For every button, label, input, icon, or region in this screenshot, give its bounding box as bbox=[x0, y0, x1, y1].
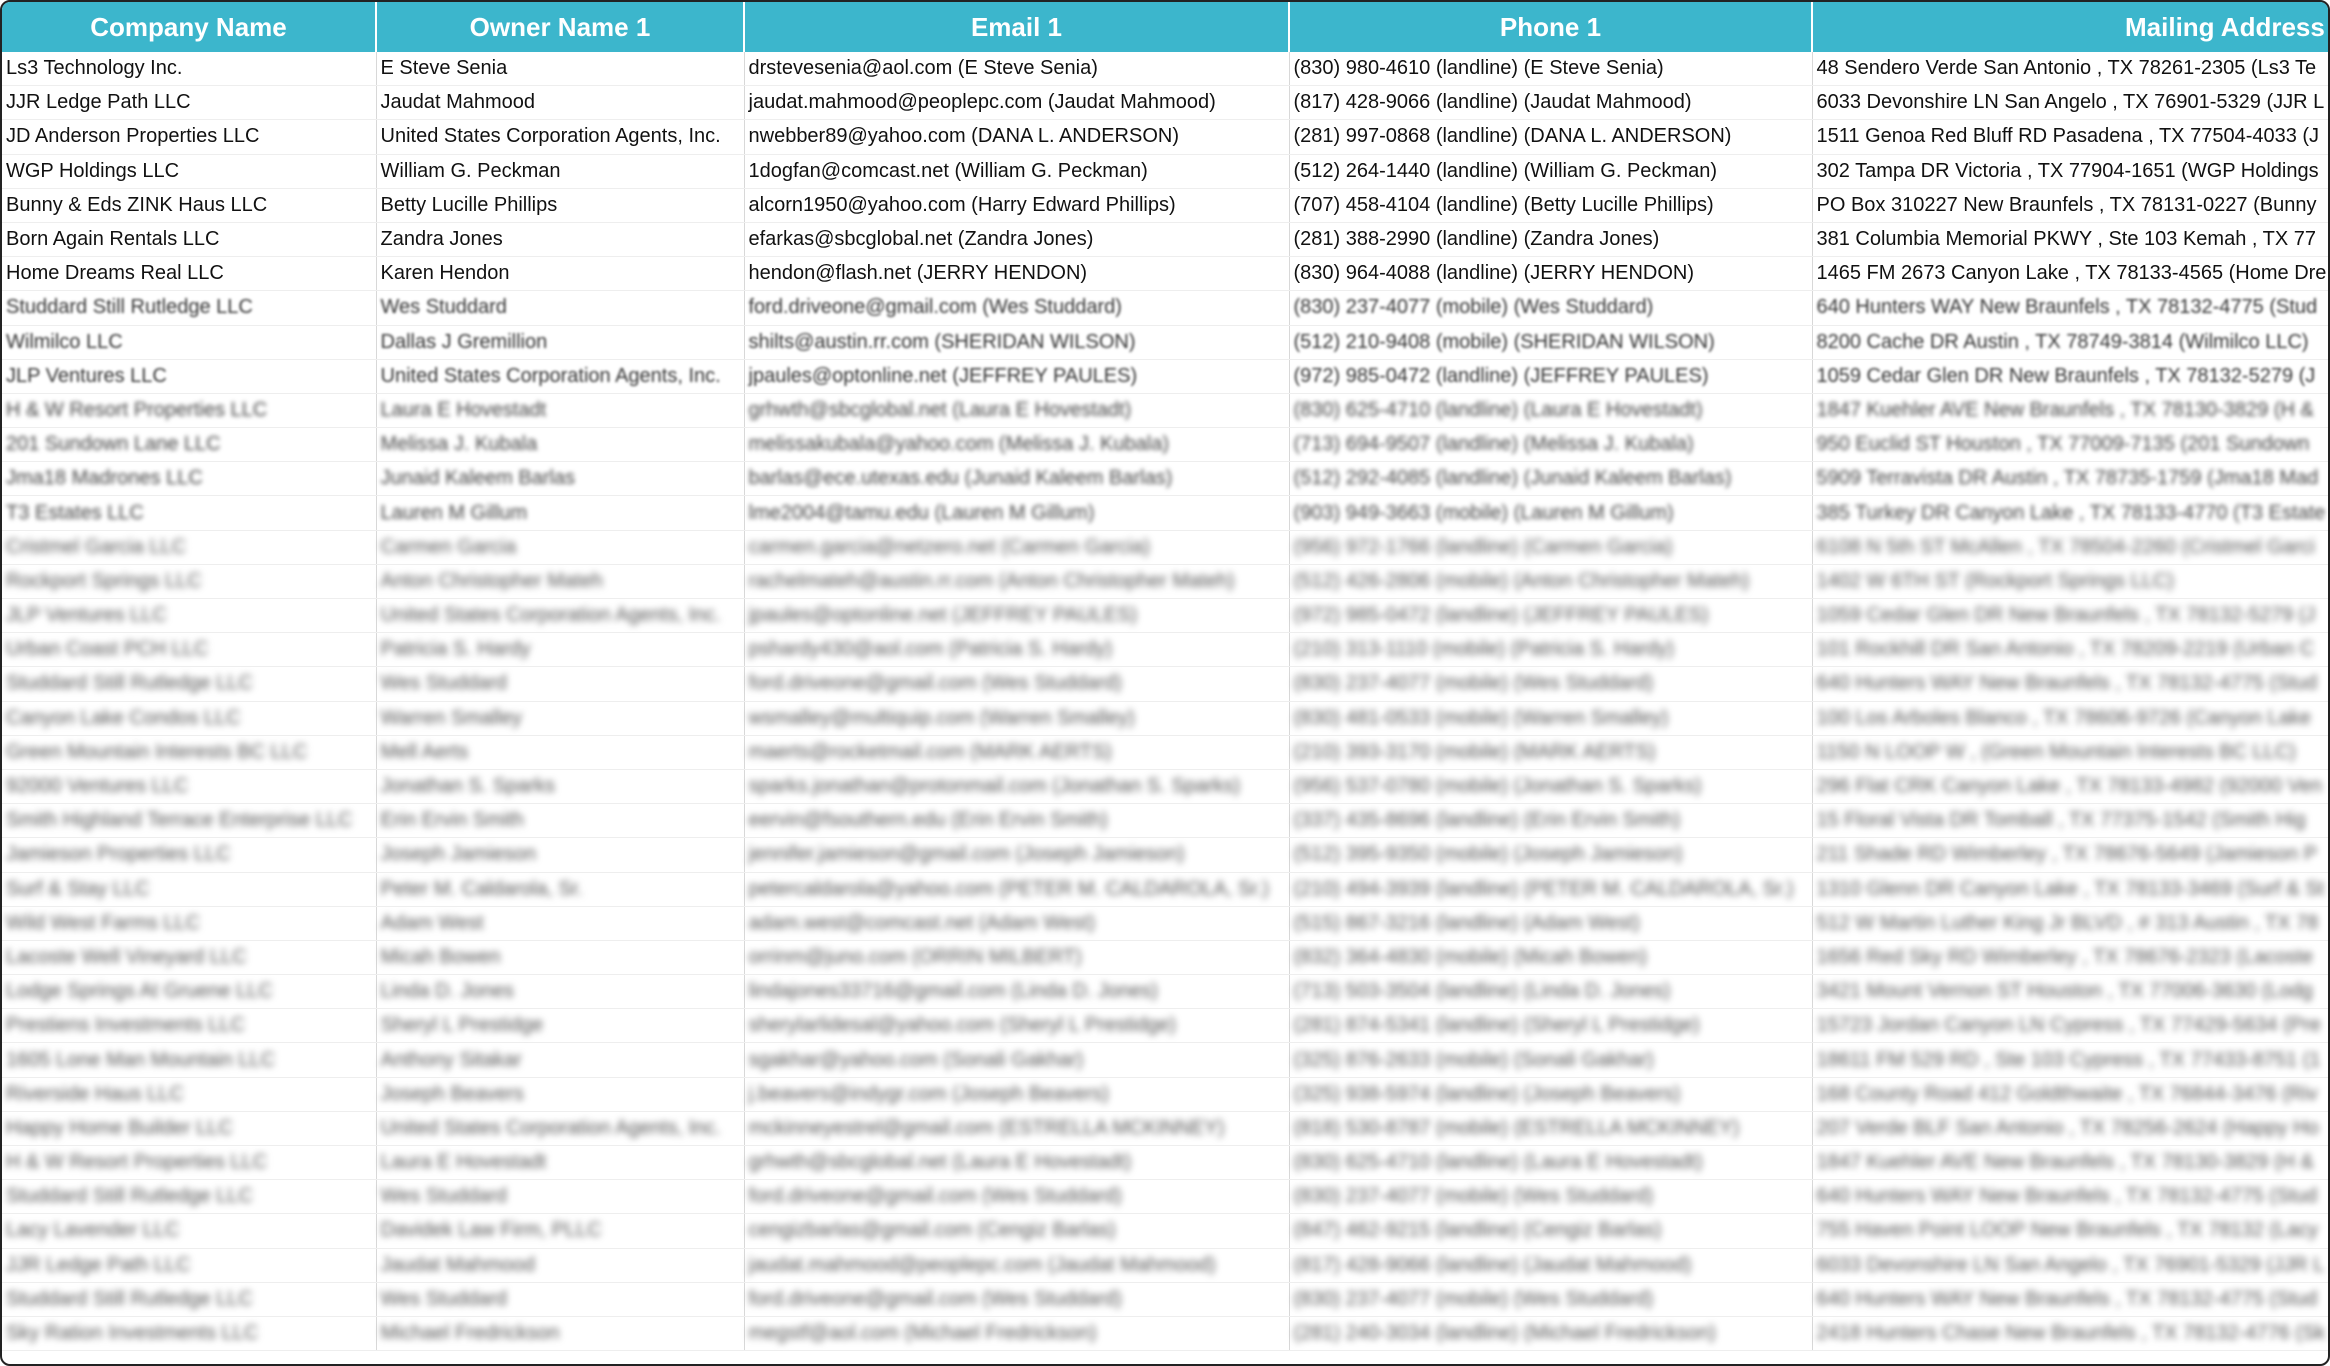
mailing-address-cell[interactable]: 6108 N 5th ST McAllen , TX 78504-2260 (Cristmel Garci bbox=[1812, 530, 2330, 564]
phone-cell[interactable]: (713) 503-3504 (landline) (Linda D. Jones) bbox=[1289, 975, 1812, 1009]
owner-name-cell[interactable]: William G. Peckman bbox=[376, 154, 744, 188]
owner-name-cell[interactable]: Warren Smalley bbox=[376, 701, 744, 735]
email-cell[interactable]: rachelmateh@austin.rr.com (Anton Christopher Mateh) bbox=[744, 564, 1289, 598]
email-cell[interactable]: mckinneyestrel@gmail.com (ESTRELLA MCKINNEY) bbox=[744, 1111, 1289, 1145]
table-row bbox=[2, 701, 2330, 735]
company-name-cell[interactable]: Born Again Rentals LLC bbox=[2, 222, 376, 256]
company-name-cell[interactable]: Smith Highland Terrace Enterprise LLC bbox=[2, 804, 376, 838]
owner-name-cell[interactable]: Wes Studdard bbox=[376, 291, 744, 325]
table-row bbox=[2, 86, 2330, 120]
email-cell[interactable]: melissakubala@yahoo.com (Melissa J. Kubala) bbox=[744, 428, 1289, 462]
company-name-cell[interactable]: Riverside Haus LLC bbox=[2, 1077, 376, 1111]
company-name-cell[interactable]: Urban Coast PCH LLC bbox=[2, 633, 376, 667]
mailing-address-cell[interactable]: 15 Floral Vista DR Tomball , TX 77375-1542 (Smith Hig bbox=[1812, 804, 2330, 838]
mailing-address-cell[interactable]: 1402 W 6TH ST (Rockport Springs LLC) bbox=[1812, 564, 2330, 598]
email-cell[interactable]: maerts@rocketmail.com (MARK AERTS) bbox=[744, 735, 1289, 769]
email-cell[interactable]: eervin@fsouthern.edu (Erin Ervin Smith) bbox=[744, 804, 1289, 838]
email-cell[interactable]: alcorn1950@yahoo.com (Harry Edward Phillips) bbox=[744, 188, 1289, 222]
phone-cell[interactable]: (830) 237-4077 (mobile) (Wes Studdard) bbox=[1289, 291, 1812, 325]
company-name-cell[interactable]: Home Dreams Real LLC bbox=[2, 257, 376, 291]
email-cell[interactable]: sherylarlidesal@yahoo.com (Sheryl L Prestidge) bbox=[744, 1009, 1289, 1043]
mailing-address-cell[interactable]: 100 Los Arboles Blanco , TX 78606-9726 (Canyon Lake bbox=[1812, 701, 2330, 735]
phone-cell[interactable]: (830) 237-4077 (mobile) (Wes Studdard) bbox=[1289, 1282, 1812, 1316]
company-name-cell[interactable]: Happy Home Builder LLC bbox=[2, 1111, 376, 1145]
table-row bbox=[2, 462, 2330, 496]
phone-cell[interactable]: (512) 264-1440 (landline) (William G. Peckman) bbox=[1289, 154, 1812, 188]
table-row bbox=[2, 1214, 2330, 1248]
email-cell[interactable]: ford.driveone@gmail.com (Wes Studdard) bbox=[744, 667, 1289, 701]
table-row bbox=[2, 906, 2330, 940]
email-cell[interactable]: jennifer.jamieson@gmail.com (Joseph Jamieson) bbox=[744, 838, 1289, 872]
header-mailing-address[interactable]: Mailing Address bbox=[1812, 2, 2330, 52]
phone-cell[interactable]: (830) 481-0533 (mobile) (Warren Smalley) bbox=[1289, 701, 1812, 735]
mailing-address-cell[interactable]: 1059 Cedar Glen DR New Braunfels , TX 78132-5279 (J bbox=[1812, 599, 2330, 633]
phone-cell[interactable]: (281) 240-3034 (landline) (Michael Fredrickson) bbox=[1289, 1316, 1812, 1350]
owner-name-cell[interactable]: Karen Hendon bbox=[376, 257, 744, 291]
table-row bbox=[2, 1282, 2330, 1316]
email-cell[interactable]: sparks.jonathan@protonmail.com (Jonathan S. Sparks) bbox=[744, 769, 1289, 803]
phone-cell[interactable]: (512) 292-4085 (landline) (Junaid Kaleem Barlas) bbox=[1289, 462, 1812, 496]
table-row bbox=[2, 1111, 2330, 1145]
email-cell[interactable]: megstf@aol.com (Michael Fredrickson) bbox=[744, 1316, 1289, 1350]
table-row bbox=[2, 975, 2330, 1009]
phone-cell[interactable]: (830) 964-4088 (landline) (JERRY HENDON) bbox=[1289, 257, 1812, 291]
email-cell[interactable]: drstevesenia@aol.com (E Steve Senia) bbox=[744, 52, 1289, 86]
mailing-address-cell[interactable]: 6033 Devonshire LN San Angelo , TX 76901-5329 (JJR L bbox=[1812, 1248, 2330, 1282]
phone-cell[interactable]: (830) 980-4610 (landline) (E Steve Senia) bbox=[1289, 52, 1812, 86]
email-cell[interactable]: pshardy430@aol.com (Patricia S. Hardy) bbox=[744, 633, 1289, 667]
owner-name-cell[interactable]: Laura E Hovestadt bbox=[376, 393, 744, 427]
mailing-address-cell[interactable]: 2418 Hunters Chase New Braunfels , TX 78132-4776 (Sk bbox=[1812, 1316, 2330, 1350]
mailing-address-cell[interactable]: 1511 Genoa Red Bluff RD Pasadena , TX 77504-4033 (J bbox=[1812, 120, 2330, 154]
table-row bbox=[2, 599, 2330, 633]
table-row bbox=[2, 496, 2330, 530]
table-row bbox=[2, 1248, 2330, 1282]
table-row bbox=[2, 120, 2330, 154]
mailing-address-cell[interactable]: 207 Verde BLF San Antonio , TX 78256-2624 (Happy Ho bbox=[1812, 1111, 2330, 1145]
company-name-cell[interactable]: Surf & Stay LLC bbox=[2, 872, 376, 906]
mailing-address-cell[interactable]: 5909 Terravista DR Austin , TX 78735-1759 (Jma18 Mad bbox=[1812, 462, 2330, 496]
mailing-address-cell[interactable]: 640 Hunters WAY New Braunfels , TX 78132-4775 (Stud bbox=[1812, 1282, 2330, 1316]
email-cell[interactable]: ford.driveone@gmail.com (Wes Studdard) bbox=[744, 1180, 1289, 1214]
email-cell[interactable]: hendon@flash.net (JERRY HENDON) bbox=[744, 257, 1289, 291]
mailing-address-cell[interactable]: 755 Haven Point LOOP New Braunfels , TX 78132 (Lacy bbox=[1812, 1214, 2330, 1248]
company-name-cell[interactable]: Lacoste Well Vineyard LLC bbox=[2, 940, 376, 974]
owner-name-cell[interactable]: Joseph Beavers bbox=[376, 1077, 744, 1111]
table-row bbox=[2, 154, 2330, 188]
table-row bbox=[2, 633, 2330, 667]
owner-name-cell[interactable]: Davidek Law Firm, PLLC bbox=[376, 1214, 744, 1248]
owner-name-cell[interactable]: Dallas J Gremillion bbox=[376, 325, 744, 359]
phone-cell[interactable]: (956) 537-0780 (mobile) (Jonathan S. Sparks) bbox=[1289, 769, 1812, 803]
mailing-address-cell[interactable]: 512 W Martin Luther King Jr BLVD , # 313 Austin , TX 78 bbox=[1812, 906, 2330, 940]
phone-cell[interactable]: (847) 462-9215 (landline) (Cengiz Barlas) bbox=[1289, 1214, 1812, 1248]
owner-name-cell[interactable]: E Steve Senia bbox=[376, 52, 744, 86]
phone-cell[interactable]: (281) 388-2990 (landline) (Zandra Jones) bbox=[1289, 222, 1812, 256]
owner-name-cell[interactable]: Zandra Jones bbox=[376, 222, 744, 256]
table-row bbox=[2, 940, 2330, 974]
phone-cell[interactable]: (512) 426-2806 (mobile) (Anton Christopher Mateh) bbox=[1289, 564, 1812, 598]
phone-cell[interactable]: (325) 938-5974 (landline) (Joseph Beavers) bbox=[1289, 1077, 1812, 1111]
email-cell[interactable]: nwebber89@yahoo.com (DANA L. ANDERSON) bbox=[744, 120, 1289, 154]
owner-name-cell[interactable]: Wes Studdard bbox=[376, 667, 744, 701]
email-cell[interactable]: 1dogfan@comcast.net (William G. Peckman) bbox=[744, 154, 1289, 188]
mailing-address-cell[interactable]: 101 Rockhill DR San Antonio , TX 78209-2219 (Urban C bbox=[1812, 633, 2330, 667]
phone-cell[interactable]: (707) 458-4104 (landline) (Betty Lucille Phillips) bbox=[1289, 188, 1812, 222]
owner-name-cell[interactable]: Patricia S. Hardy bbox=[376, 633, 744, 667]
company-name-cell[interactable]: JJR Ledge Path LLC bbox=[2, 1248, 376, 1282]
phone-cell[interactable]: (903) 949-3663 (mobile) (Lauren M Gillum) bbox=[1289, 496, 1812, 530]
owner-name-cell[interactable]: Laura E Hovestadt bbox=[376, 1146, 744, 1180]
mailing-address-cell[interactable]: 1150 N LOOP W , (Green Mountain Interests BC LLC) bbox=[1812, 735, 2330, 769]
mailing-address-cell[interactable]: PO Box 310227 New Braunfels , TX 78131-0227 (Bunny bbox=[1812, 188, 2330, 222]
mailing-address-cell[interactable]: 18611 FM 529 RD , Ste 103 Cypress , TX 77433-8751 (1 bbox=[1812, 1043, 2330, 1077]
table-row bbox=[2, 222, 2330, 256]
table-row bbox=[2, 257, 2330, 291]
email-cell[interactable]: carmen.garcia@netzero.net (Carmen Garcia) bbox=[744, 530, 1289, 564]
company-name-cell[interactable]: Canyon Lake Condos LLC bbox=[2, 701, 376, 735]
mailing-address-cell[interactable]: 6033 Devonshire LN San Angelo , TX 76901-5329 (JJR L bbox=[1812, 86, 2330, 120]
owner-name-cell[interactable]: Anton Christopher Mateh bbox=[376, 564, 744, 598]
owner-name-cell[interactable]: United States Corporation Agents, Inc. bbox=[376, 359, 744, 393]
phone-cell[interactable]: (512) 395-9350 (mobile) (Joseph Jamieson) bbox=[1289, 838, 1812, 872]
phone-cell[interactable]: (210) 494-3939 (landline) (PETER M. CALDAROLA, Sr.) bbox=[1289, 872, 1812, 906]
table-row bbox=[2, 1180, 2330, 1214]
email-cell[interactable]: jaudat.mahmood@peoplepc.com (Jaudat Mahmood) bbox=[744, 86, 1289, 120]
company-name-cell[interactable]: JD Anderson Properties LLC bbox=[2, 120, 376, 154]
phone-cell[interactable]: (325) 876-2633 (mobile) (Sonali Gakhar) bbox=[1289, 1043, 1812, 1077]
owner-name-cell[interactable]: Erin Ervin Smith bbox=[376, 804, 744, 838]
mailing-address-cell[interactable]: 15723 Jordan Canyon LN Cypress , TX 77429-5634 (Pre bbox=[1812, 1009, 2330, 1043]
owner-name-cell[interactable]: Wes Studdard bbox=[376, 1282, 744, 1316]
header-company-name[interactable]: Company Name bbox=[2, 2, 376, 52]
company-name-cell[interactable]: Cristmel Garcia LLC bbox=[2, 530, 376, 564]
email-cell[interactable]: efarkas@sbcglobal.net (Zandra Jones) bbox=[744, 222, 1289, 256]
phone-cell[interactable]: (713) 694-9507 (landline) (Melissa J. Kubala) bbox=[1289, 428, 1812, 462]
company-name-cell[interactable]: H & W Resort Properties LLC bbox=[2, 1146, 376, 1180]
table-row bbox=[2, 530, 2330, 564]
owner-name-cell[interactable]: United States Corporation Agents, Inc. bbox=[376, 599, 744, 633]
phone-cell[interactable]: (830) 237-4077 (mobile) (Wes Studdard) bbox=[1289, 667, 1812, 701]
company-name-cell[interactable]: Studdard Still Rutledge LLC bbox=[2, 1282, 376, 1316]
company-name-cell[interactable]: 1605 Lone Man Mountain LLC bbox=[2, 1043, 376, 1077]
contacts-table bbox=[2, 2, 2330, 1351]
mailing-address-cell[interactable]: 3421 Mount Vernon ST Houston , TX 77006-3630 (Lodg bbox=[1812, 975, 2330, 1009]
table-row bbox=[2, 52, 2330, 86]
owner-name-cell[interactable]: United States Corporation Agents, Inc. bbox=[376, 1111, 744, 1145]
phone-cell[interactable]: (972) 985-0472 (landline) (JEFFREY PAULES) bbox=[1289, 359, 1812, 393]
phone-cell[interactable]: (818) 530-8787 (mobile) (ESTRELLA MCKINNEY) bbox=[1289, 1111, 1812, 1145]
email-cell[interactable]: adam.west@comcast.net (Adam West) bbox=[744, 906, 1289, 940]
owner-name-cell[interactable]: Junaid Kaleem Barlas bbox=[376, 462, 744, 496]
email-cell[interactable]: j.beavers@indygr.com (Joseph Beavers) bbox=[744, 1077, 1289, 1111]
email-cell[interactable]: jpaules@optonline.net (JEFFREY PAULES) bbox=[744, 359, 1289, 393]
owner-name-cell[interactable]: Mell Aerts bbox=[376, 735, 744, 769]
owner-name-cell[interactable]: Linda D. Jones bbox=[376, 975, 744, 1009]
phone-cell[interactable]: (281) 997-0868 (landline) (DANA L. ANDERSON) bbox=[1289, 120, 1812, 154]
table-row bbox=[2, 838, 2330, 872]
email-cell[interactable]: barlas@ece.utexas.edu (Junaid Kaleem Barlas) bbox=[744, 462, 1289, 496]
mailing-address-cell[interactable]: 381 Columbia Memorial PKWY , Ste 103 Kemah , TX 77 bbox=[1812, 222, 2330, 256]
header-owner-name[interactable]: Owner Name 1 bbox=[376, 2, 744, 52]
owner-name-cell[interactable]: Micah Bowen bbox=[376, 940, 744, 974]
email-cell[interactable]: jaudat.mahmood@peoplepc.com (Jaudat Mahmood) bbox=[744, 1248, 1289, 1282]
phone-cell[interactable]: (972) 985-0472 (landline) (JEFFREY PAULES) bbox=[1289, 599, 1812, 633]
table-row bbox=[2, 564, 2330, 598]
owner-name-cell[interactable]: Peter M. Caldarola, Sr. bbox=[376, 872, 744, 906]
company-name-cell[interactable]: Prestiens Investments LLC bbox=[2, 1009, 376, 1043]
email-cell[interactable]: cengizbarlas@gmail.com (Cengiz Barlas) bbox=[744, 1214, 1289, 1248]
mailing-address-cell[interactable]: 950 Euclid ST Houston , TX 77009-7135 (201 Sundown bbox=[1812, 428, 2330, 462]
mailing-address-cell[interactable]: 1465 FM 2673 Canyon Lake , TX 78133-4565 (Home Dre bbox=[1812, 257, 2330, 291]
email-cell[interactable]: shilts@austin.rr.com (SHERIDAN WILSON) bbox=[744, 325, 1289, 359]
company-name-cell[interactable]: 92000 Ventures LLC bbox=[2, 769, 376, 803]
company-name-cell[interactable]: WGP Holdings LLC bbox=[2, 154, 376, 188]
table-row bbox=[2, 735, 2330, 769]
email-cell[interactable]: ford.driveone@gmail.com (Wes Studdard) bbox=[744, 291, 1289, 325]
email-cell[interactable]: sgakhar@yahoo.com (Sonali Gakhar) bbox=[744, 1043, 1289, 1077]
phone-cell[interactable]: (830) 625-4710 (landline) (Laura E Hovestadt) bbox=[1289, 1146, 1812, 1180]
company-name-cell[interactable]: Studdard Still Rutledge LLC bbox=[2, 291, 376, 325]
phone-cell[interactable]: (210) 393-3170 (mobile) (MARK AERTS) bbox=[1289, 735, 1812, 769]
table-row bbox=[2, 1316, 2330, 1350]
table-row bbox=[2, 325, 2330, 359]
mailing-address-cell[interactable]: 168 County Road 412 Goldthwaite , TX 76844-3476 (Riv bbox=[1812, 1077, 2330, 1111]
table-row bbox=[2, 428, 2330, 462]
owner-name-cell[interactable]: Melissa J. Kubala bbox=[376, 428, 744, 462]
company-name-cell[interactable]: Green Mountain Interests BC LLC bbox=[2, 735, 376, 769]
company-name-cell[interactable]: T3 Estates LLC bbox=[2, 496, 376, 530]
mailing-address-cell[interactable]: 640 Hunters WAY New Braunfels , TX 78132-4775 (Stud bbox=[1812, 291, 2330, 325]
owner-name-cell[interactable]: Wes Studdard bbox=[376, 1180, 744, 1214]
owner-name-cell[interactable]: Michael Fredrickson bbox=[376, 1316, 744, 1350]
mailing-address-cell[interactable]: 296 Flat CRK Canyon Lake , TX 78133-4982 (92000 Ven bbox=[1812, 769, 2330, 803]
company-name-cell[interactable]: JLP Ventures LLC bbox=[2, 599, 376, 633]
phone-cell[interactable]: (830) 237-4077 (mobile) (Wes Studdard) bbox=[1289, 1180, 1812, 1214]
header-row bbox=[2, 2, 2330, 52]
mailing-address-cell[interactable]: 1847 Kuehler AVE New Braunfels , TX 78130-3829 (H & bbox=[1812, 393, 2330, 427]
mailing-address-cell[interactable]: 385 Turkey DR Canyon Lake , TX 78133-4770 (T3 Estate bbox=[1812, 496, 2330, 530]
phone-cell[interactable]: (956) 972-1766 (landline) (Carmen Garcia) bbox=[1289, 530, 1812, 564]
phone-cell[interactable]: (515) 867-3216 (landline) (Adam West) bbox=[1289, 906, 1812, 940]
phone-cell[interactable]: (512) 210-9408 (mobile) (SHERIDAN WILSON) bbox=[1289, 325, 1812, 359]
company-name-cell[interactable]: JJR Ledge Path LLC bbox=[2, 86, 376, 120]
table-row bbox=[2, 804, 2330, 838]
email-cell[interactable]: lme2004@tamu.edu (Lauren M Gillum) bbox=[744, 496, 1289, 530]
owner-name-cell[interactable]: Sheryl L Prestidge bbox=[376, 1009, 744, 1043]
mailing-address-cell[interactable]: 48 Sendero Verde San Antonio , TX 78261-2305 (Ls3 Te bbox=[1812, 52, 2330, 86]
company-name-cell[interactable]: Rockport Springs LLC bbox=[2, 564, 376, 598]
phone-cell[interactable]: (817) 428-9066 (landline) (Jaudat Mahmood) bbox=[1289, 86, 1812, 120]
table-row bbox=[2, 188, 2330, 222]
owner-name-cell[interactable]: Jaudat Mahmood bbox=[376, 1248, 744, 1282]
table-row bbox=[2, 359, 2330, 393]
company-name-cell[interactable]: Lacy Lavender LLC bbox=[2, 1214, 376, 1248]
header-phone[interactable]: Phone 1 bbox=[1289, 2, 1812, 52]
company-name-cell[interactable]: Wilmilco LLC bbox=[2, 325, 376, 359]
table-row bbox=[2, 393, 2330, 427]
mailing-address-cell[interactable]: 1310 Glenn DR Canyon Lake , TX 78133-3469 (Surf & St bbox=[1812, 872, 2330, 906]
company-name-cell[interactable]: Lodge Springs At Gruene LLC bbox=[2, 975, 376, 1009]
company-name-cell[interactable]: Sky Ration Investments LLC bbox=[2, 1316, 376, 1350]
email-cell[interactable]: lindajones33716@gmail.com (Linda D. Jones) bbox=[744, 975, 1289, 1009]
mailing-address-cell[interactable]: 640 Hunters WAY New Braunfels , TX 78132-4775 (Stud bbox=[1812, 1180, 2330, 1214]
company-name-cell[interactable]: Bunny & Eds ZINK Haus LLC bbox=[2, 188, 376, 222]
company-name-cell[interactable]: Wild West Farms LLC bbox=[2, 906, 376, 940]
email-cell[interactable]: grhwth@sbcglobal.net (Laura E Hovestadt) bbox=[744, 1146, 1289, 1180]
email-cell[interactable]: grhwth@sbcglobal.net (Laura E Hovestadt) bbox=[744, 393, 1289, 427]
company-name-cell[interactable]: Studdard Still Rutledge LLC bbox=[2, 1180, 376, 1214]
mailing-address-cell[interactable]: 211 Shade RD Wimberley , TX 78676-5649 (Jamieson P bbox=[1812, 838, 2330, 872]
phone-cell[interactable]: (817) 428-9066 (landline) (Jaudat Mahmood) bbox=[1289, 1248, 1812, 1282]
email-cell[interactable]: wsmalley@multiquip.com (Warren Smalley) bbox=[744, 701, 1289, 735]
phone-cell[interactable]: (830) 625-4710 (landline) (Laura E Hovestadt) bbox=[1289, 393, 1812, 427]
phone-cell[interactable]: (281) 874-5341 (landline) (Sheryl L Prestidge) bbox=[1289, 1009, 1812, 1043]
table-row bbox=[2, 769, 2330, 803]
email-cell[interactable]: orrinm@juno.com (ORRIN MILBERT) bbox=[744, 940, 1289, 974]
table-row bbox=[2, 291, 2330, 325]
header-email[interactable]: Email 1 bbox=[744, 2, 1289, 52]
table-row bbox=[2, 1077, 2330, 1111]
owner-name-cell[interactable]: Betty Lucille Phillips bbox=[376, 188, 744, 222]
email-cell[interactable]: ford.driveone@gmail.com (Wes Studdard) bbox=[744, 1282, 1289, 1316]
owner-name-cell[interactable]: Jonathan S. Sparks bbox=[376, 769, 744, 803]
owner-name-cell[interactable]: Carmen Garcia bbox=[376, 530, 744, 564]
mailing-address-cell[interactable]: 640 Hunters WAY New Braunfels , TX 78132-4775 (Stud bbox=[1812, 667, 2330, 701]
owner-name-cell[interactable]: Jaudat Mahmood bbox=[376, 86, 744, 120]
owner-name-cell[interactable]: Adam West bbox=[376, 906, 744, 940]
owner-name-cell[interactable]: Lauren M Gillum bbox=[376, 496, 744, 530]
company-name-cell[interactable]: Jma18 Madrones LLC bbox=[2, 462, 376, 496]
table-row bbox=[2, 1009, 2330, 1043]
phone-cell[interactable]: (832) 364-4830 (mobile) (Micah Bowen) bbox=[1289, 940, 1812, 974]
table-row bbox=[2, 667, 2330, 701]
mailing-address-cell[interactable]: 8200 Cache DR Austin , TX 78749-3814 (Wilmilco LLC) bbox=[1812, 325, 2330, 359]
phone-cell[interactable]: (210) 313-1110 (mobile) (Patricia S. Hardy) bbox=[1289, 633, 1812, 667]
company-name-cell[interactable]: H & W Resort Properties LLC bbox=[2, 393, 376, 427]
company-name-cell[interactable]: 201 Sundown Lane LLC bbox=[2, 428, 376, 462]
mailing-address-cell[interactable]: 1847 Kuehler AVE New Braunfels , TX 78130-3829 (H & bbox=[1812, 1146, 2330, 1180]
table-row bbox=[2, 872, 2330, 906]
company-name-cell[interactable]: Ls3 Technology Inc. bbox=[2, 52, 376, 86]
owner-name-cell[interactable]: Joseph Jamieson bbox=[376, 838, 744, 872]
mailing-address-cell[interactable]: 302 Tampa DR Victoria , TX 77904-1651 (WGP Holdings bbox=[1812, 154, 2330, 188]
mailing-address-cell[interactable]: 1059 Cedar Glen DR New Braunfels , TX 78132-5279 (J bbox=[1812, 359, 2330, 393]
mailing-address-cell[interactable]: 1656 Red Sky RD Wimberley , TX 78676-2323 (Lacoste bbox=[1812, 940, 2330, 974]
company-name-cell[interactable]: Studdard Still Rutledge LLC bbox=[2, 667, 376, 701]
owner-name-cell[interactable]: United States Corporation Agents, Inc. bbox=[376, 120, 744, 154]
table-row bbox=[2, 1146, 2330, 1180]
company-name-cell[interactable]: JLP Ventures LLC bbox=[2, 359, 376, 393]
company-name-cell[interactable]: Jamieson Properties LLC bbox=[2, 838, 376, 872]
email-cell[interactable]: jpaules@optonline.net (JEFFREY PAULES) bbox=[744, 599, 1289, 633]
table-row bbox=[2, 1043, 2330, 1077]
email-cell[interactable]: petercaldarola@yahoo.com (PETER M. CALDAROLA, Sr.) bbox=[744, 872, 1289, 906]
phone-cell[interactable]: (337) 435-8696 (landline) (Erin Ervin Smith) bbox=[1289, 804, 1812, 838]
owner-name-cell[interactable]: Anthony Sitakar bbox=[376, 1043, 744, 1077]
